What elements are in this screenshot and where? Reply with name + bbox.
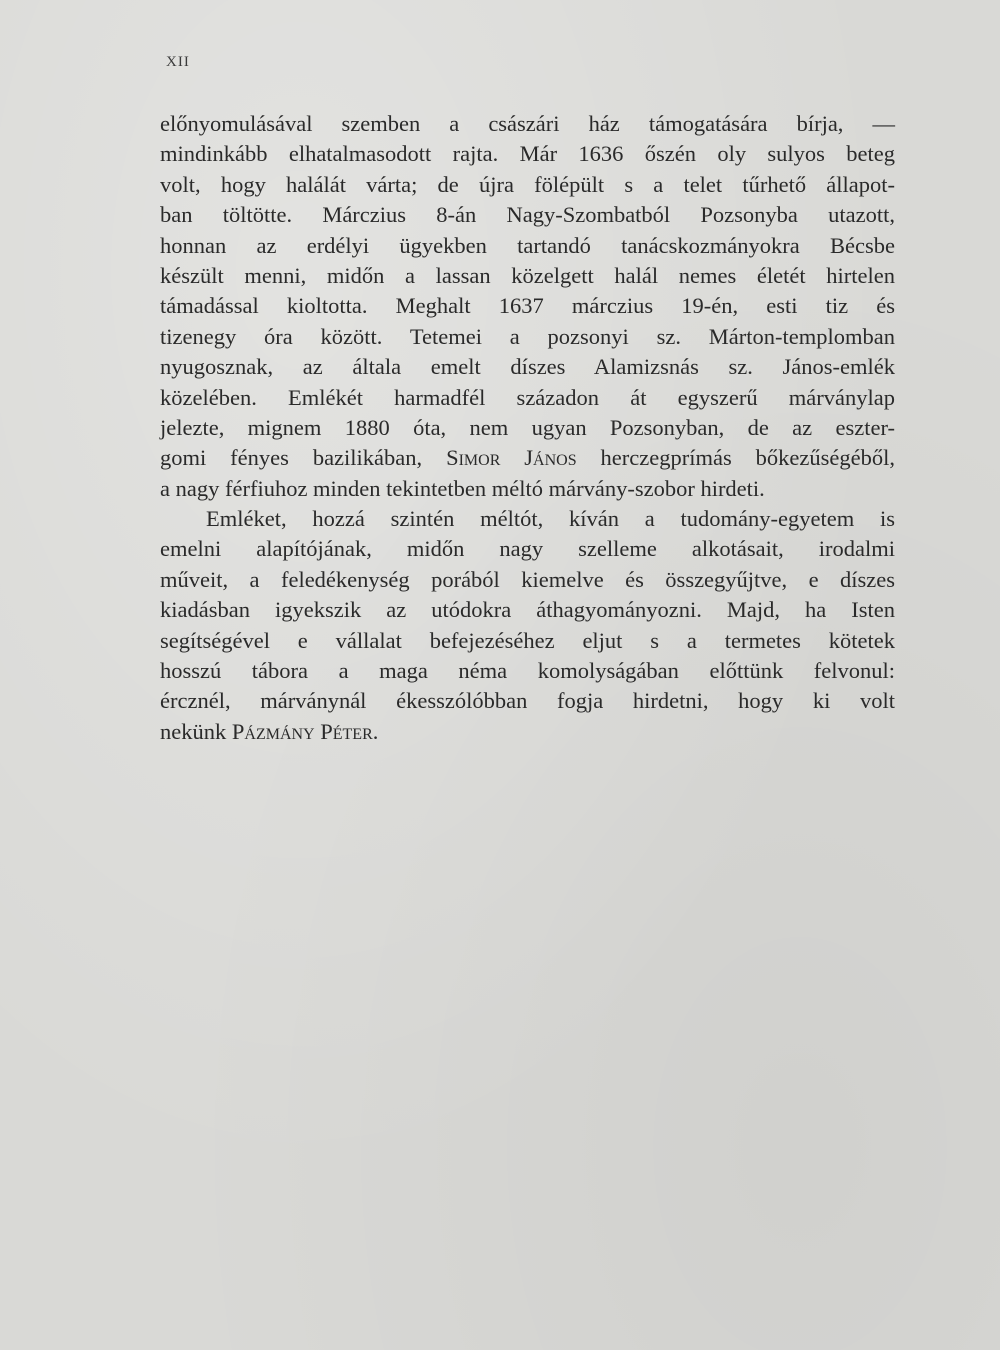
- text-line: segítségével e vállalat befejezéséhez eljut s a termetes kötetek: [160, 627, 895, 653]
- person-name-simor: Simor János: [446, 445, 577, 471]
- text-line: Emléket, hozzá szintén méltót, kíván a tudomány-egyetem is: [206, 506, 895, 532]
- body-text: [160, 109, 895, 747]
- text-line: tizenegy óra között. Tetemei a pozsonyi sz. Márton-templomban: [160, 323, 895, 349]
- text-line: jelezte, mignem 1880 óta, nem ugyan Pozsonyban, de az eszter-: [160, 414, 895, 440]
- text-line: volt, hogy halálát várta; de újra fölépült s a telet tűrhető állapot-: [160, 171, 895, 197]
- paragraph-1: [160, 109, 895, 504]
- text-fragment: .: [372, 718, 379, 744]
- text-line: emelni alapítójának, midőn nagy szelleme alkotásait, irodalmi: [160, 536, 895, 562]
- text-line: a nagy férfiuhoz minden tekintetben méltó márvány-szobor hirdeti.: [160, 475, 765, 501]
- text-line: közelében. Emlékét harmadfél századon át egyszerű márványlap: [160, 384, 895, 410]
- text-line: előnyomulásával szemben a császári ház támogatására bírja, —: [160, 111, 895, 136]
- person-name-pazmany: Pázmány Péter: [231, 718, 373, 744]
- text-line: [160, 717, 895, 747]
- text-line: hosszú tábora a maga néma komolyságában előttünk felvonul:: [160, 658, 895, 684]
- text-line: műveit, a feledékenység porából kiemelve és összegyűjtve, e díszes: [160, 566, 895, 592]
- page-number: XII: [166, 54, 190, 70]
- text-fragment: gomi fényes bazilikában,: [160, 445, 447, 471]
- text-line: ban töltötte. Márczius 8-án Nagy-Szombatból Pozsonyba utazott,: [160, 202, 895, 228]
- paragraph-2: [160, 504, 895, 747]
- text-line: [160, 443, 895, 473]
- text-line: mindinkább elhatalmasodott rajta. Már 1636 őszén oly sulyos beteg: [160, 141, 895, 167]
- text-line: honnan az erdélyi ügyekben tartandó tanácskozmányokra Bécsbe: [160, 232, 895, 258]
- text-line: kiadásban igyekszik az utódokra áthagyományozni. Majd, ha Isten: [160, 597, 895, 623]
- text-fragment: nekünk: [160, 718, 232, 744]
- text-line: ércznél, márványnál ékesszólóbban fogja hirdetni, hogy ki volt: [160, 688, 895, 714]
- text-line: készült menni, midőn a lassan közelgett halál nemes életét hirtelen: [160, 262, 895, 288]
- text-fragment: herczegprímás bőkezűségéből,: [576, 445, 895, 471]
- text-line: nyugosznak, az általa emelt díszes Alamizsnás sz. János-emlék: [160, 354, 895, 380]
- text-line: támadással kioltotta. Meghalt 1637 márczius 19-én, esti tiz és: [160, 293, 895, 319]
